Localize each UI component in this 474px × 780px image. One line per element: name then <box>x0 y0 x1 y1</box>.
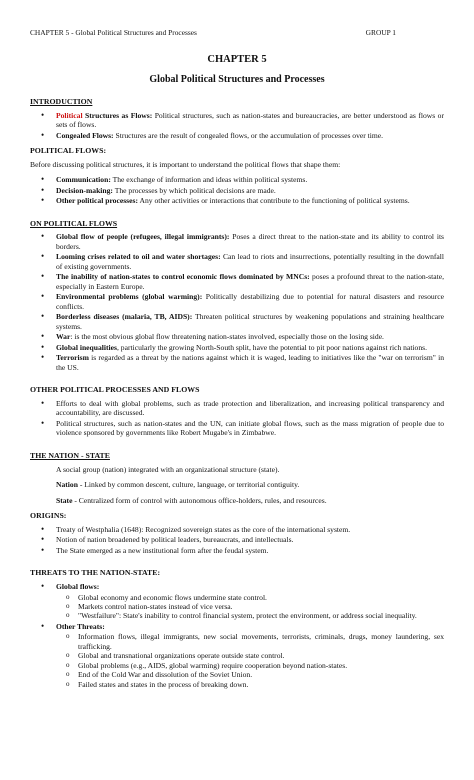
list-item: • Political structures, such as nation-states and the UN, can initiate global flows, such as the mass migration of people due to violence sponsored by governments like Robert Mugabe's in Zimbabwe. <box>56 419 444 438</box>
item-text: The processes by which political decisions are made. <box>112 185 276 195</box>
list-item <box>56 196 444 205</box>
origins-list <box>30 525 444 555</box>
list-item <box>56 272 444 291</box>
on-political-flows-heading: ON POLITICAL FLOWS <box>30 218 118 228</box>
term: Borderless diseases (malaria, TB, AIDS): <box>56 312 193 322</box>
intro-heading: INTRODUCTION <box>30 96 93 106</box>
on-political-flows-list <box>30 232 444 372</box>
term: Other political processes: <box>56 196 138 206</box>
nation-state-definition: A social group (nation) integrated with an organizational structure (state). <box>56 464 280 474</box>
term: Terrorism <box>56 353 89 363</box>
list-item: • Efforts to deal with global problems, such as trade protection and liberalization, and increasing political transparency and accountability, are discussed. <box>56 399 444 418</box>
term: Looming crises related to oil and water shortages: <box>56 252 221 262</box>
list-item: • Notion of nation broadened by political leaders, bureaucrats, and intellectuals. <box>56 535 444 544</box>
term: War <box>56 332 71 342</box>
term: The inability of nation-states to control economic flows dominated by MNCs: <box>56 272 310 282</box>
term: Global inequalities <box>56 342 117 352</box>
list-item <box>56 232 444 251</box>
term: Nation <box>56 480 78 490</box>
state-definition <box>30 496 444 505</box>
sublist-item: o Global problems (e.g., AIDS, global warming) require cooperation beyond nation-states. <box>78 661 444 670</box>
other-processes-list <box>30 399 444 438</box>
intro-list <box>30 111 444 140</box>
term: Global flows: <box>56 582 100 592</box>
item-text: Poses a direct threat to the nation-state and its ability to control its borders. <box>56 232 445 251</box>
item-text: - Linked by common descent, culture, language, or territorial contiguity. <box>77 480 300 490</box>
list-item <box>56 332 444 341</box>
political-flows-list <box>30 175 444 205</box>
nation-state-heading: THE NATION - STATE <box>30 450 110 460</box>
document-title: CHAPTER 5 <box>207 54 267 66</box>
item-text: - Centralized form of control with autonomous office-holders, rules, and resources. <box>72 495 327 505</box>
nation-definition <box>30 480 444 489</box>
list-item <box>56 622 444 689</box>
list-item <box>56 353 444 372</box>
header-right: GROUP 1 <box>365 28 396 37</box>
sublist-item: o "Westfailure": State's inability to control financial system, protect the environment, or address social inequality. <box>78 611 444 620</box>
term: Decision-making: <box>56 185 113 195</box>
term: Other Threats: <box>56 621 105 631</box>
list-item <box>56 131 444 140</box>
item-text: is regarded as a threat by the nations against which it is waged, leading to initiatives like the "war on terrorism" in the US. <box>56 353 444 372</box>
term: Environmental problems (global warming): <box>56 292 203 302</box>
sublist-item: o Markets control nation-states instead of vice versa. <box>78 602 444 611</box>
item-text: poses a profound threat to the nation-state, especially in Eastern Europe. <box>56 272 445 291</box>
sublist-item: o Global and transnational organizations operate outside state control. <box>78 651 444 660</box>
list-item <box>56 292 444 311</box>
item-text: Structures are the result of congealed flows, or the accumulation of processes over time. <box>113 130 384 140</box>
term: Structures as Flows: <box>82 110 153 120</box>
term: Global flow of people (refugees, illegal immigrants): <box>56 232 230 242</box>
political-flows-lead: Before discussing political structures, it is important to understand the political flows that shape them: <box>30 159 341 169</box>
list-item <box>56 175 444 184</box>
list-item <box>56 252 444 271</box>
item-text: , particularly the growing North-South split, have the potential to pit poor nations against rich nations. <box>116 342 428 352</box>
other-processes-heading: OTHER POLITICAL PROCESSES AND FLOWS <box>30 385 200 395</box>
item-text: The exchange of information and ideas within political systems. <box>110 175 308 185</box>
global-flows-sublist <box>56 593 444 621</box>
term: State <box>56 495 73 505</box>
sublist-item: o End of the Cold War and dissolution of the Soviet Union. <box>78 670 444 679</box>
list-item <box>56 186 444 195</box>
threats-heading: THREATS TO THE NATION-STATE: <box>30 568 161 578</box>
item-text: : is the most obvious global flow threatening nation-states involved, especially those on the losing side. <box>70 332 384 342</box>
political-flows-heading: POLITICAL FLOWS: <box>30 146 107 156</box>
item-text: Politically destabilizing due to potential for natural disasters and resource conflicts. <box>56 292 445 311</box>
term: Communication: <box>56 175 111 185</box>
origins-heading: ORIGINS: <box>30 511 67 521</box>
list-item: • The State emerged as a new institutional form after the feudal system. <box>56 546 444 555</box>
item-text: Political structures, such as nation-states and bureaucracies, are better understood as flows or sets of flows. <box>56 110 444 130</box>
list-item: • Treaty of Westphalia (1648): Recognized sovereign states as the core of the international system. <box>56 525 444 534</box>
header-left: CHAPTER 5 - Global Political Structures and Processes <box>30 28 197 37</box>
item-text: Can lead to riots and insurrections, potentially resulting in the downfall of existing governments. <box>56 252 444 271</box>
other-threats-sublist <box>56 632 444 689</box>
list-item <box>56 343 444 352</box>
item-text: Threaten political structures by weakening populations and straining healthcare systems. <box>56 312 444 331</box>
term: Congealed Flows: <box>56 130 114 140</box>
item-text: Any other activities or interactions that contribute to the functioning of political systems. <box>137 196 410 206</box>
document-subtitle: Global Political Structures and Processes <box>149 74 325 86</box>
page-header <box>30 28 444 37</box>
sublist-item: o Failed states and states in the process of breaking down. <box>78 680 444 689</box>
list-item <box>56 111 444 130</box>
sublist-item: o Information flows, illegal immigrants, new social movements, terrorists, criminals, drugs, money laundering, sex trafficking. <box>78 632 444 651</box>
threats-list <box>30 582 444 689</box>
list-item <box>56 312 444 331</box>
list-item <box>56 582 444 621</box>
term-highlight: Political <box>56 110 83 120</box>
sublist-item: o Global economy and economic flows undermine state control. <box>78 593 444 602</box>
